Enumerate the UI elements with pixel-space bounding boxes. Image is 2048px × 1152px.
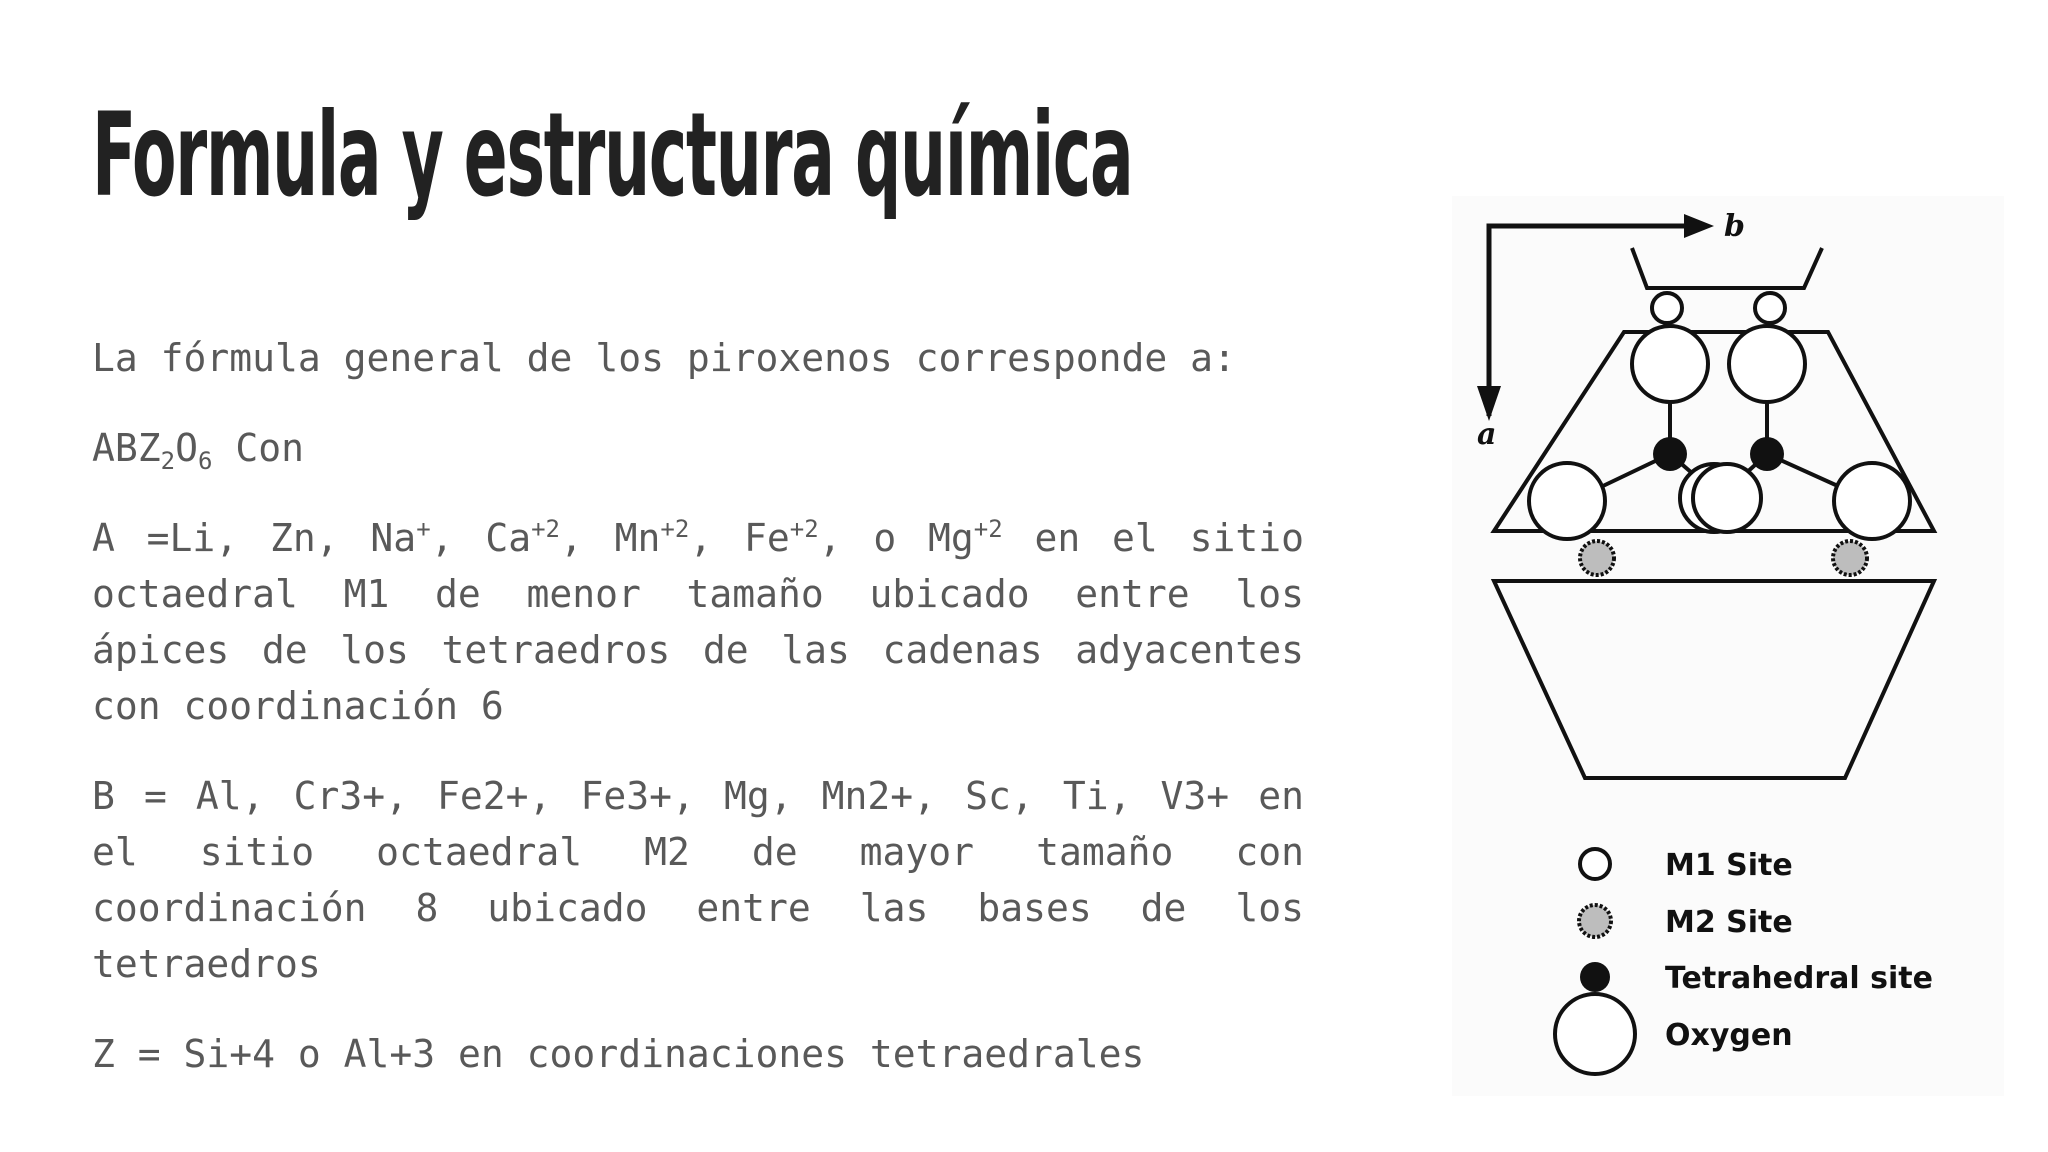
mn-charge: +2: [660, 515, 690, 543]
legend: [1555, 848, 1933, 1074]
mg-charge: +2: [973, 515, 1003, 543]
site-z-paragraph: Z = Si+4 o Al+3 en coordinaciones tetraedrales: [92, 1032, 1145, 1076]
site-a-text: , Fe: [689, 516, 790, 560]
axis-b-label: b: [1724, 209, 1745, 244]
slide-body: [92, 330, 1304, 1116]
formula-line: [92, 420, 1304, 476]
upper-tray-outline: [1632, 248, 1822, 288]
legend-label-oxygen: Oxygen: [1665, 1018, 1793, 1053]
legend-label-m2: M2 Site: [1665, 905, 1793, 940]
axis-a-arrowhead: [1477, 386, 1501, 421]
m1-site-circle: [1755, 293, 1785, 323]
oxygen-circle: [1632, 326, 1708, 402]
pyroxene-structure-diagram: [1452, 196, 2004, 1096]
legend-label-m1: M1 Site: [1665, 848, 1793, 883]
slide-title: Formula y estructura química: [92, 88, 1133, 223]
site-a-text: en el sitio octaedral M1 de menor tamaño ubicado entre los ápices de los tetraedros de las cadenas adyacentes con coordinación 6: [92, 516, 1304, 728]
oxygen-circle: [1529, 463, 1605, 539]
site-a-paragraph: [92, 510, 1304, 734]
site-a-text: , Ca: [430, 516, 532, 560]
open-small-circle-icon: [1580, 849, 1610, 879]
formula-suffix: Con: [212, 426, 304, 470]
dotted-circle-icon: [1579, 905, 1611, 937]
tetrahedral-site-dot: [1653, 437, 1687, 471]
formula-sub-z: 2: [160, 447, 176, 475]
oxygen-circle: [1693, 464, 1761, 532]
formula-base: ABZ: [92, 426, 161, 470]
formula-oxygen: O: [175, 426, 198, 470]
legend-label-tetrahedral: Tetrahedral site: [1665, 961, 1933, 996]
fe-charge: +2: [789, 515, 819, 543]
lower-chain-outline: [1494, 581, 1934, 778]
tetrahedral-site-dot: [1750, 437, 1784, 471]
na-charge: +: [416, 515, 431, 543]
ca-charge: +2: [531, 515, 560, 543]
formula-sub-o: 6: [197, 447, 213, 475]
m1-site-circle: [1652, 293, 1682, 323]
filled-circle-icon: [1580, 962, 1610, 992]
intro-paragraph: La fórmula general de los piroxenos corresponde a:: [92, 336, 1236, 380]
site-a-text: , o Mg: [818, 516, 974, 560]
large-open-circle-icon: [1555, 994, 1635, 1074]
m2-site-circle: [1580, 541, 1614, 575]
axis-b-arrowhead: [1684, 214, 1714, 238]
structure-svg: [1452, 196, 2004, 1096]
oxygen-circle: [1834, 463, 1910, 539]
m2-site-circle: [1833, 541, 1867, 575]
site-a-text: A =Li, Zn, Na: [92, 516, 417, 560]
oxygen-circle: [1729, 326, 1805, 402]
site-b-paragraph: B = Al, Cr3+, Fe2+, Fe3+, Mg, Mn2+, Sc, Ti, V3+ en el sitio octaedral M2 de mayor tamaño con coordinación 8 ubicado entre las bases de los tetraedros: [92, 774, 1304, 986]
axis-a-label: a: [1477, 417, 1497, 452]
site-a-text: , Mn: [559, 516, 661, 560]
